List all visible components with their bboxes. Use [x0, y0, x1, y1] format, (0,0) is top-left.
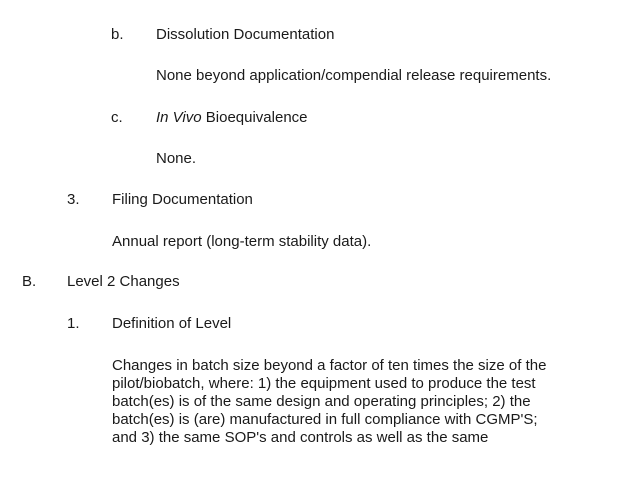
item-3-body: Annual report (long-term stability data). [112, 233, 372, 250]
item-c-body: None. [156, 150, 197, 167]
item-3-marker: 3. [67, 191, 80, 208]
item-b-body: None beyond application/compendial release requirements. [156, 67, 552, 84]
item-c-heading-rest: Bioequivalence [201, 109, 308, 126]
section-b-heading: Level 2 Changes [67, 273, 180, 290]
item-c-marker: c. [111, 109, 123, 126]
item-1-marker: 1. [67, 315, 80, 332]
item-c-heading [156, 109, 308, 127]
item-3-heading: Filing Documentation [112, 191, 253, 208]
paragraph-line: Changes in batch size beyond a factor of ten times the size of the [112, 357, 547, 374]
definition-paragraph [112, 357, 572, 447]
item-1-heading: Definition of Level [112, 315, 232, 332]
item-b-marker: b. [111, 26, 124, 43]
paragraph-line: batch(es) is (are) manufactured in full compliance with CGMP'S; [112, 411, 538, 428]
item-c-heading-italic: In Vivo [156, 109, 202, 126]
paragraph-line: and 3) the same SOP's and controls as well as the same [112, 429, 489, 446]
paragraph-line: pilot/biobatch, where: 1) the equipment used to produce the test [112, 375, 536, 392]
clipped-previous-line [0, 0, 638, 4]
paragraph-line: batch(es) is of the same design and operating principles; 2) the [112, 393, 531, 410]
item-b-heading: Dissolution Documentation [156, 26, 335, 43]
section-b-marker: B. [22, 273, 37, 290]
